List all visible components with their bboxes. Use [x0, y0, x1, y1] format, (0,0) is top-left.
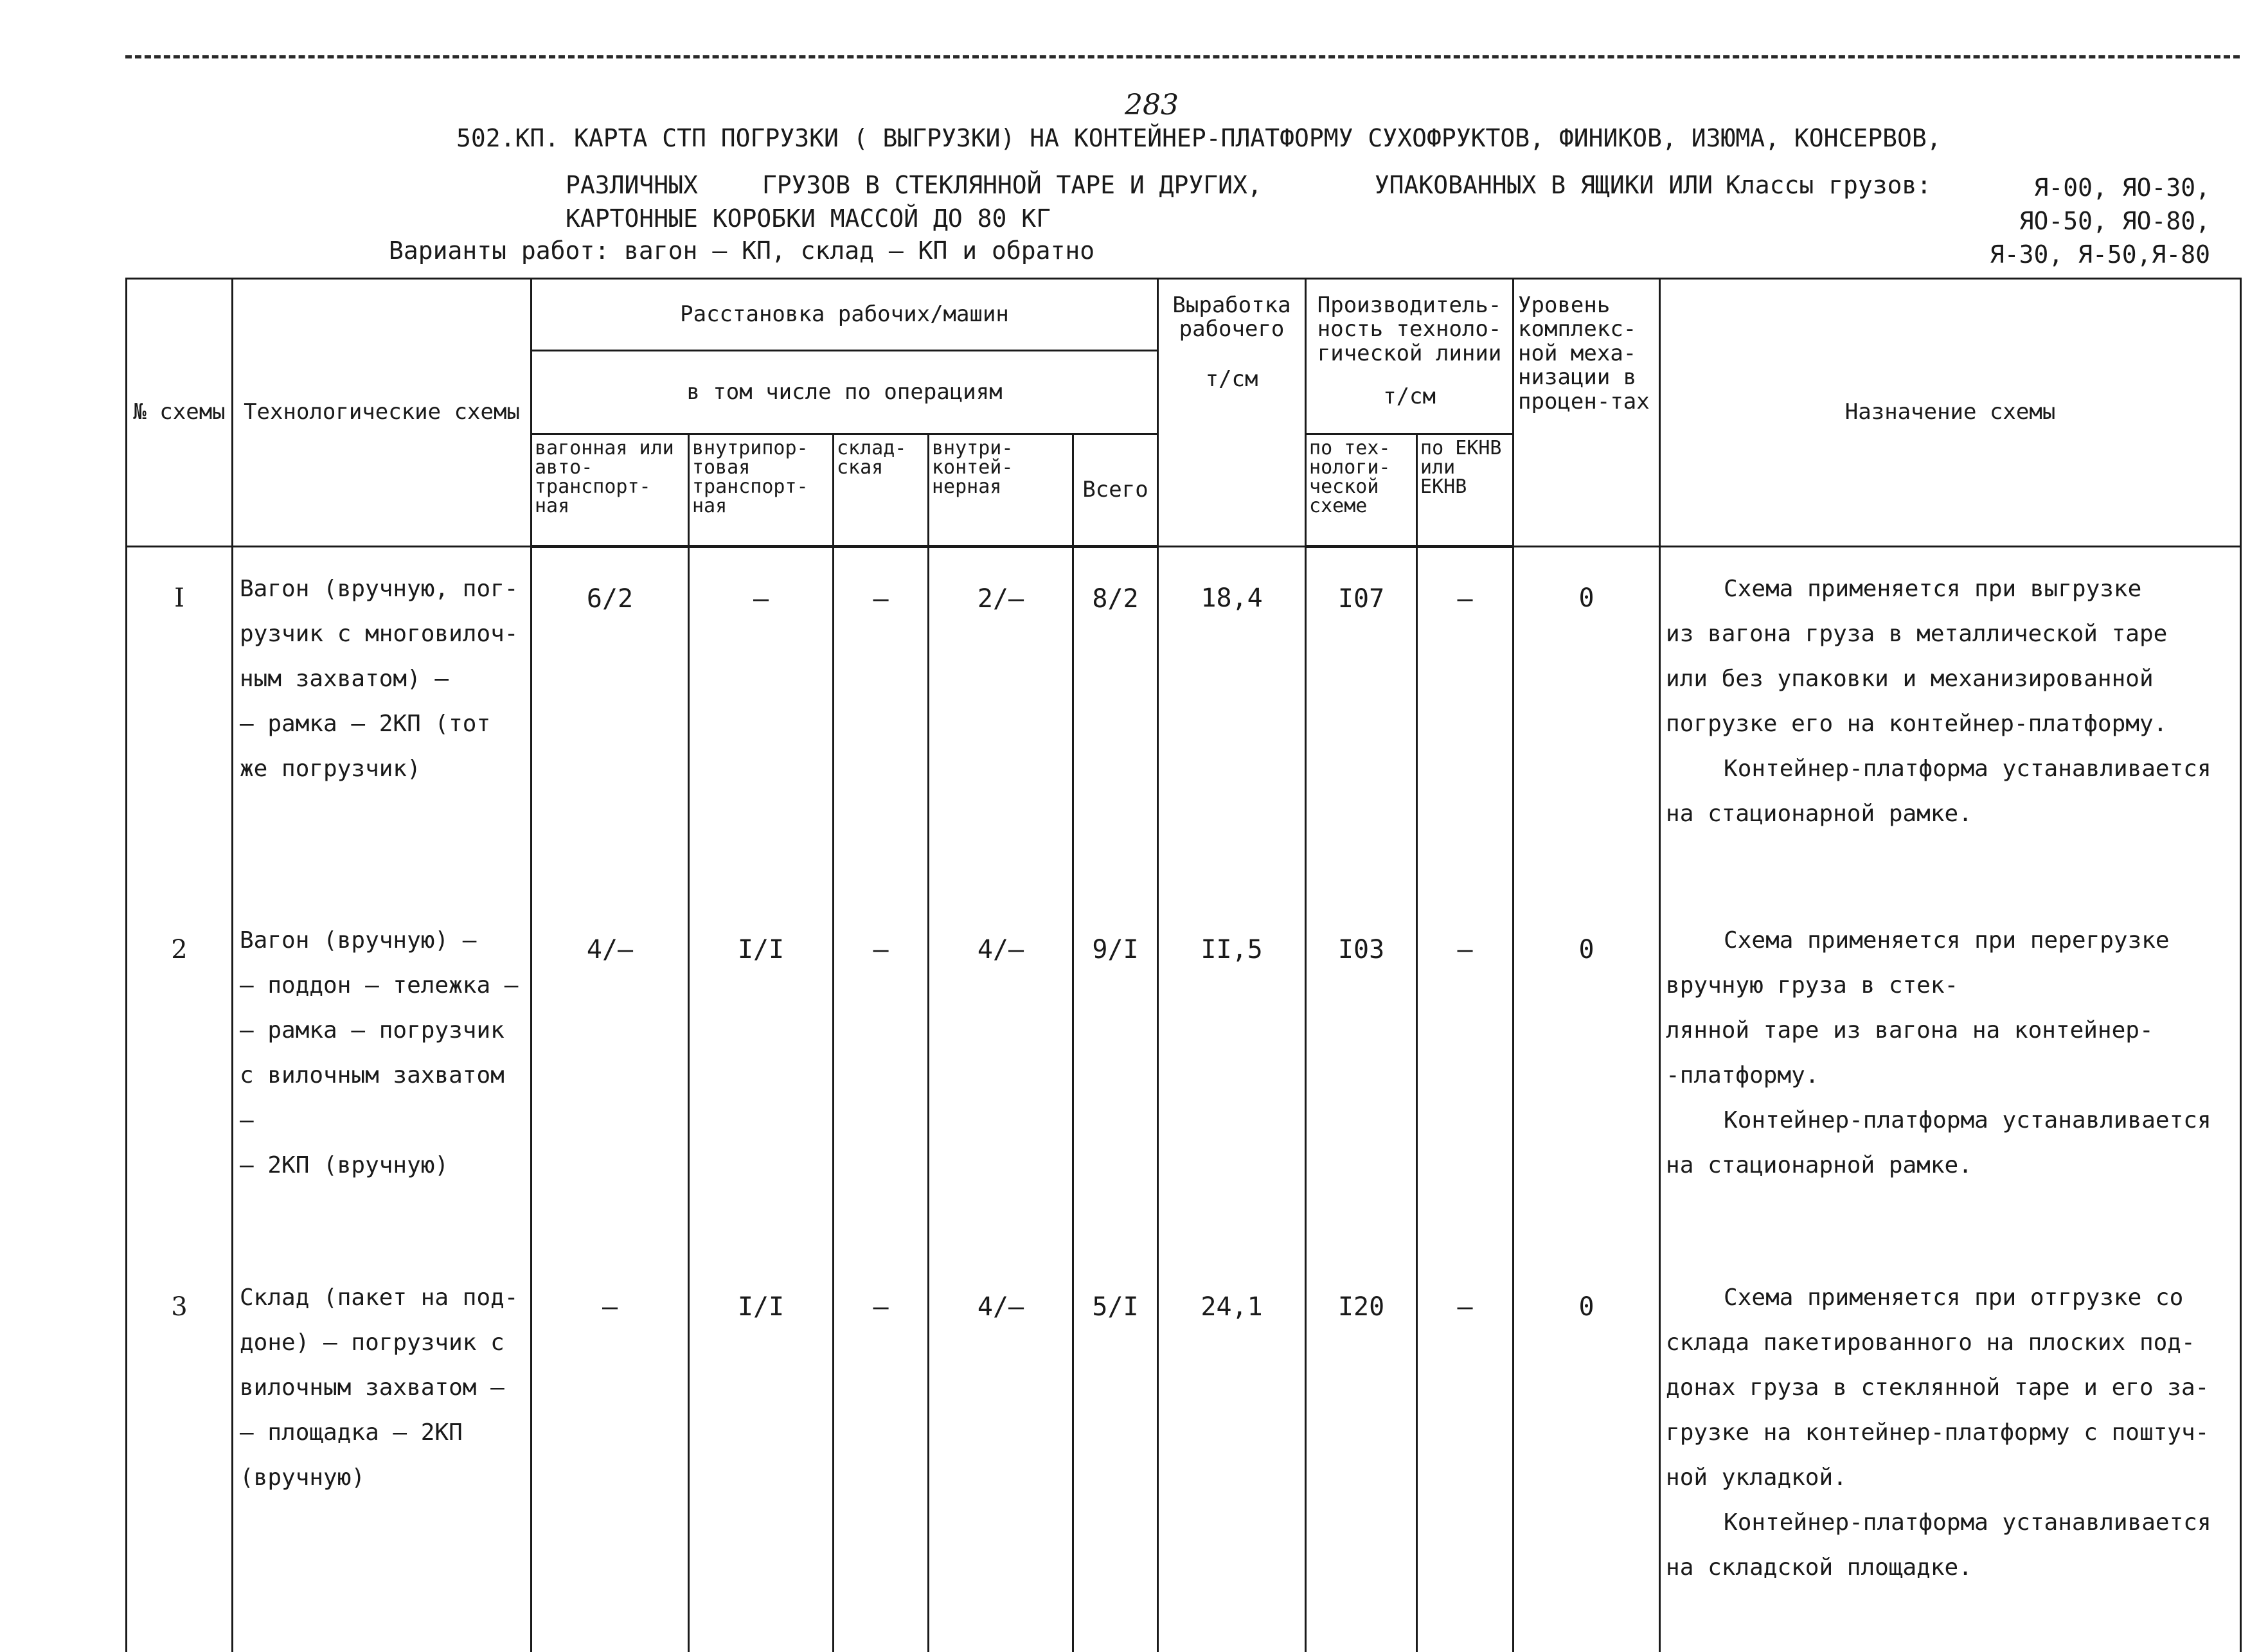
purpose-line: на стационарной рамке. — [1666, 1152, 1972, 1178]
purpose-line: или без упаковки и механизированной — [1666, 666, 2154, 692]
intracontainer-value: 2/– — [929, 547, 1073, 900]
by-eknv-value: – — [1417, 899, 1513, 1256]
purpose-text — [1660, 1256, 2241, 1652]
scheme-line: ным захватом) – — [240, 666, 449, 692]
tech-scheme-text — [233, 547, 531, 900]
mechanization-value: 0 — [1513, 1256, 1660, 1652]
scheme-line: вилочным захватом – — [240, 1374, 504, 1401]
cargo-classes-label: Классы грузов: — [1726, 171, 1932, 199]
scheme-line: с вилочным захватом – — [240, 1062, 504, 1133]
scheme-line: Вагон (вручную, пог- — [240, 576, 519, 602]
total-value: 8/2 — [1073, 547, 1158, 900]
purpose-line: на стационарной рамке. — [1666, 801, 1972, 827]
purpose-text — [1660, 899, 2241, 1256]
purpose-line: ной укладкой. — [1666, 1464, 1847, 1491]
worker-output-value: 24,1 — [1158, 1256, 1306, 1652]
scheme-line: же погрузчик) — [240, 756, 421, 782]
tech-scheme-text — [233, 1256, 531, 1652]
col-header-line-productivity — [1306, 279, 1513, 434]
purpose-line: грузке на контейнер-платформу с поштуч- — [1666, 1419, 2210, 1446]
tech-scheme-text — [233, 899, 531, 1256]
purpose-line: Схема применяется при отгрузке со — [1724, 1284, 2184, 1311]
mechanization-value: 0 — [1513, 547, 1660, 900]
table-row — [127, 547, 2241, 900]
purpose-line: вручную груза в стек- — [1666, 972, 1959, 999]
by-tech-scheme-value: I20 — [1306, 1256, 1417, 1652]
intracontainer-value: 4/– — [929, 1256, 1073, 1652]
warehouse-value: – — [834, 1256, 929, 1652]
scheme-line: доне) – погрузчик с — [240, 1329, 504, 1356]
title-line-2-part-a: РАЗЛИЧНЫХ — [566, 171, 698, 199]
scheme-number: 2 — [127, 899, 233, 1256]
purpose-line: Контейнер-платформа устанавливается — [1724, 1107, 2211, 1133]
col-header-intraport: внутрипор-товая транспорт-ная — [689, 434, 834, 547]
warehouse-value: – — [834, 547, 929, 900]
line-productivity-unit: т/см — [1383, 384, 1436, 410]
document-title-line-2 — [566, 171, 1713, 199]
by-eknv-value: – — [1417, 547, 1513, 900]
scheme-line: – рамка – погрузчик — [240, 1017, 504, 1044]
col-header-tech-schemes: Технологические схемы — [233, 279, 531, 547]
purpose-line: погрузке его на контейнер-платформу. — [1666, 711, 2168, 737]
by-tech-scheme-value: I03 — [1306, 899, 1417, 1256]
worker-output-unit: т/см — [1205, 366, 1258, 392]
col-header-scheme-no: № схемы — [127, 279, 233, 547]
col-header-placement: Расстановка рабочих/машин — [531, 279, 1158, 351]
total-value: 5/I — [1073, 1256, 1158, 1652]
scheme-line: – поддон – тележка – — [240, 972, 519, 999]
worker-output-value: 18,4 — [1158, 547, 1306, 900]
intraport-value: I/I — [689, 1256, 834, 1652]
scheme-number: I — [127, 547, 233, 900]
page-frame-top-border — [125, 55, 2240, 58]
purpose-line: из вагона груза в металлической таре — [1666, 621, 2168, 647]
table-row — [127, 899, 2241, 1256]
by-tech-scheme-value: I07 — [1306, 547, 1417, 900]
col-header-intracontainer: внутри-контей-нерная — [929, 434, 1073, 547]
purpose-line: Контейнер-платформа устанавливается — [1724, 1509, 2211, 1536]
col-header-worker-output — [1158, 279, 1306, 547]
scheme-number: 3 — [127, 1256, 233, 1652]
title-line-2-part-c: УПАКОВАННЫХ В ЯЩИКИ ИЛИ — [1374, 171, 1713, 199]
warehouse-value: – — [834, 899, 929, 1256]
document-title-line-3: КАРТОННЫЕ КОРОБКИ МАССОЙ ДО 80 КГ — [566, 204, 1051, 233]
scheme-line: – рамка – 2КП (тот — [240, 711, 491, 737]
purpose-line: -платформу. — [1666, 1062, 1819, 1088]
col-header-by-eknv: по ЕКНВ или ЕКНВ — [1417, 434, 1513, 547]
col-header-total: Всего — [1073, 434, 1158, 547]
col-header-mechanization: Уровень комплекс-ной меха-низации в процен-тах — [1513, 279, 1660, 547]
purpose-line: на складской площадке. — [1666, 1554, 1972, 1581]
col-header-warehouse: склад-ская — [834, 434, 929, 547]
col-header-by-operations: в том числе по операциям — [531, 351, 1158, 434]
intraport-value: I/I — [689, 899, 834, 1256]
scheme-line: Вагон (вручную) – — [240, 927, 477, 954]
wagon-auto-value: 4/– — [531, 899, 689, 1256]
purpose-line: лянной таре из вагона на контейнер- — [1666, 1017, 2154, 1044]
purpose-line: Схема применяется при выгрузке — [1724, 576, 2142, 602]
wagon-auto-value: – — [531, 1256, 689, 1652]
purpose-text — [1660, 547, 2241, 900]
cargo-classes-line: ЯО-50, ЯО-80, — [2019, 207, 2210, 235]
total-value: 9/I — [1073, 899, 1158, 1256]
scheme-line: – площадка – 2КП — [240, 1419, 463, 1446]
worker-output-value: II,5 — [1158, 899, 1306, 1256]
cargo-classes-line: Я-30, Я-50,Я-80 — [1989, 240, 2210, 269]
purpose-line: Контейнер-платформа устанавливается — [1724, 756, 2211, 782]
mechanization-value: 0 — [1513, 899, 1660, 1256]
title-line-2-part-b: ГРУЗОВ В СТЕКЛЯННОЙ ТАРЕ И ДРУГИХ, — [762, 171, 1262, 199]
technology-table — [125, 278, 2242, 1652]
col-header-by-tech-scheme: по тех-нологи-ческой схеме — [1306, 434, 1417, 547]
scheme-line: – 2КП (вручную) — [240, 1152, 449, 1178]
intraport-value: – — [689, 547, 834, 900]
by-eknv-value: – — [1417, 1256, 1513, 1652]
scheme-line: рузчик с многовилоч- — [240, 621, 519, 647]
purpose-line: Схема применяется при перегрузке — [1724, 927, 2170, 954]
col-header-wagon-auto: вагонная или авто-транспорт-ная — [531, 434, 689, 547]
work-variants: Варианты работ: вагон – КП, склад – КП и обратно — [389, 236, 1095, 265]
wagon-auto-value: 6/2 — [531, 547, 689, 900]
scheme-line: Склад (пакет на под- — [240, 1284, 519, 1311]
cargo-classes-values — [1990, 171, 2210, 271]
cargo-classes-line: Я-00, ЯО-30, — [2033, 173, 2210, 202]
scheme-line: (вручную) — [240, 1464, 366, 1491]
col-header-purpose: Назначение схемы — [1660, 279, 2241, 547]
table-row — [127, 1256, 2241, 1652]
purpose-line: донах груза в стеклянной таре и его за- — [1666, 1374, 2210, 1401]
purpose-line: склада пакетированного на плоских под- — [1666, 1329, 2195, 1356]
intracontainer-value: 4/– — [929, 899, 1073, 1256]
line-productivity-label: Производитель-ность техноло-гической линии — [1317, 292, 1502, 366]
page-number: 283 — [1125, 89, 1179, 121]
worker-output-label: Выработка рабочего — [1172, 292, 1291, 342]
document-title-line-1: 502.КП. КАРТА СТП ПОГРУЗКИ ( ВЫГРУЗКИ) НА КОНТЕЙНЕР-ПЛАТФОРМУ СУХОФРУКТОВ, ФИНИКОВ, ИЗЮМА, КОНСЕРВОВ, — [456, 124, 1942, 152]
